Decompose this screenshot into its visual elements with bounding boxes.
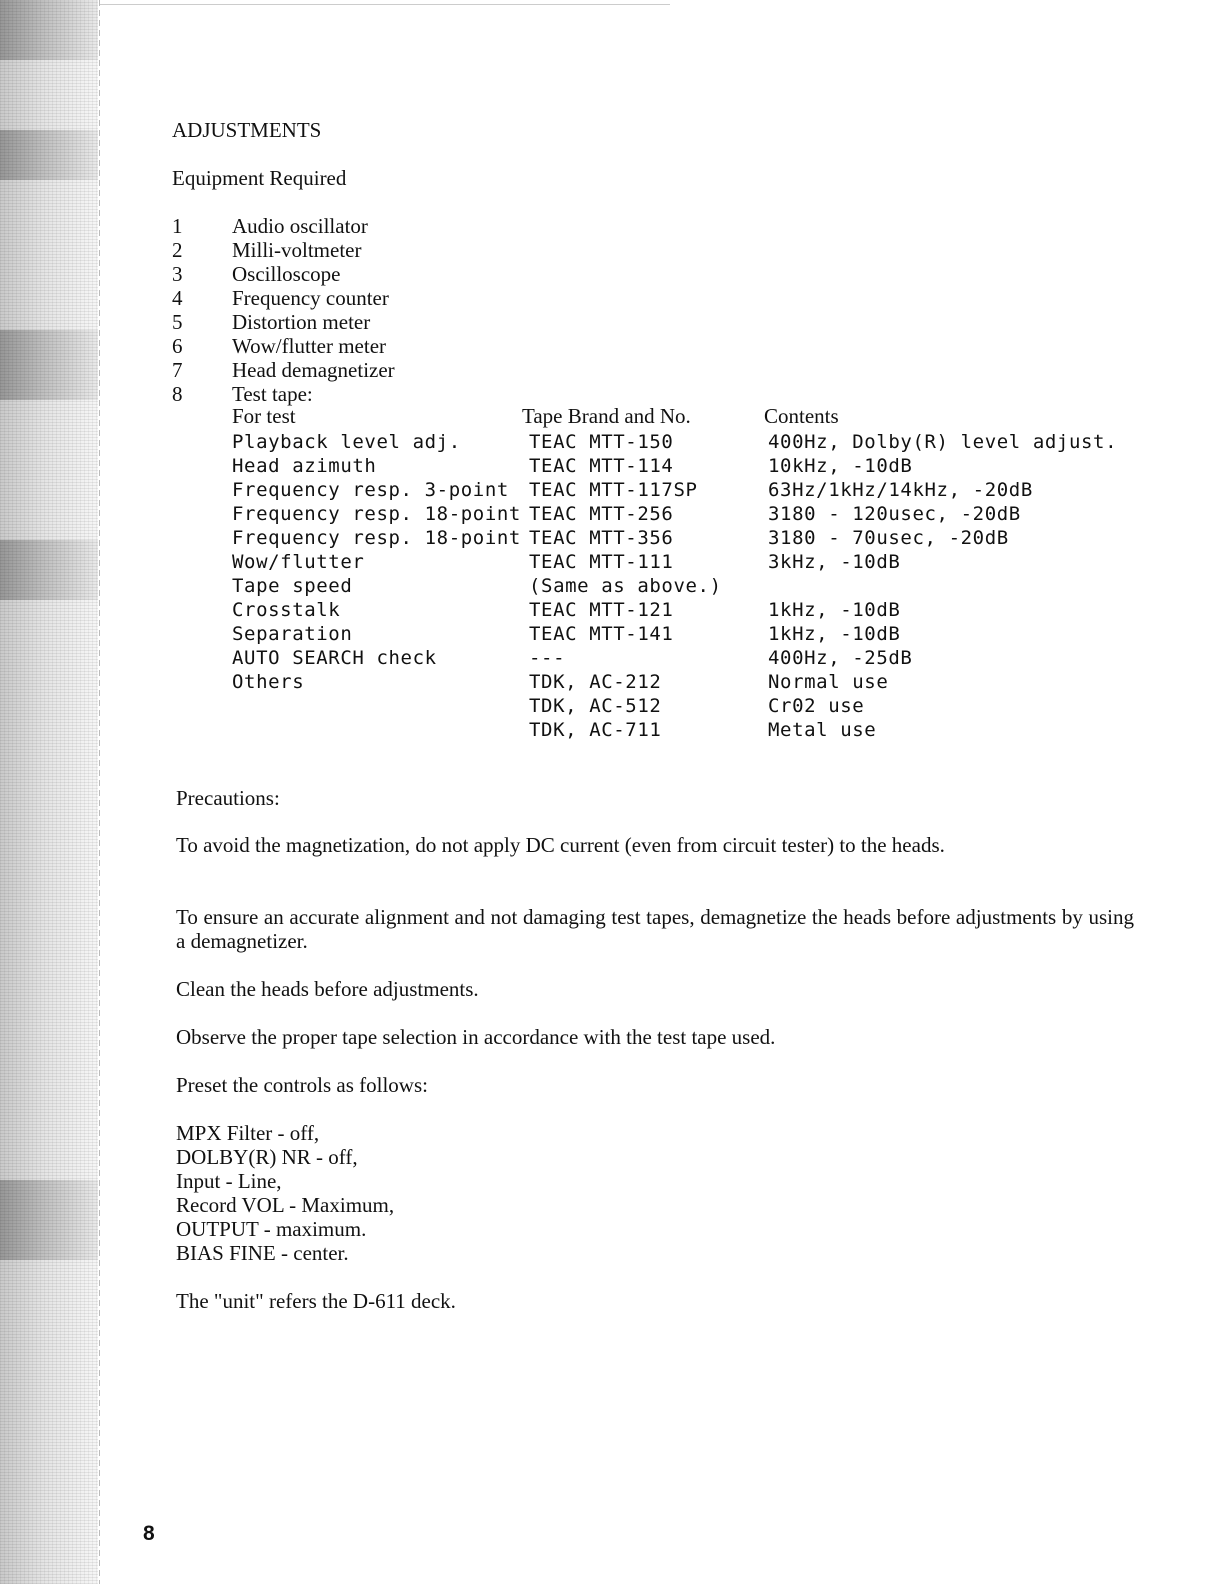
top-rule (100, 4, 670, 5)
list-item-label: Wow/flutter meter (232, 334, 387, 358)
page-edge (99, 0, 100, 1584)
table-cell: TEAC MTT-121 (529, 599, 674, 621)
unit-note: The "unit" refers the D-611 deck. (176, 1289, 456, 1313)
list-item-label: Oscilloscope (232, 262, 341, 286)
table-cell: 3180 - 70usec, -20dB (768, 527, 1009, 549)
preset-item: BIAS FINE - center. (176, 1241, 349, 1265)
list-item-number: 5 (172, 310, 183, 334)
table-cell: TEAC MTT-356 (529, 527, 674, 549)
preset-item: Input - Line, (176, 1169, 282, 1193)
list-item-number: 1 (172, 214, 183, 238)
table-header: For test (232, 404, 296, 428)
table-cell: Frequency resp. 3-point (232, 479, 509, 501)
table-cell: TEAC MTT-117SP (529, 479, 698, 501)
precautions-title: Precautions: (176, 786, 280, 810)
table-cell: 400Hz, Dolby(R) level adjust. (768, 431, 1118, 453)
table-cell: TEAC MTT-150 (529, 431, 674, 453)
table-cell: Frequency resp. 18-point (232, 503, 521, 525)
paragraph: Clean the heads before adjustments. (176, 977, 479, 1001)
paragraph: Observe the proper tape selection in accordance with the test tape used. (176, 1025, 776, 1049)
list-item-number: 4 (172, 286, 183, 310)
section-subheading: Equipment Required (172, 166, 347, 190)
preset-item: MPX Filter - off, (176, 1121, 320, 1145)
list-item-number: 6 (172, 334, 183, 358)
binding-shadow (0, 130, 98, 180)
preset-item: DOLBY(R) NR - off, (176, 1145, 358, 1169)
table-cell: TDK, AC-711 (529, 719, 662, 741)
binding-shadow (0, 540, 98, 600)
table-cell: TEAC MTT-141 (529, 623, 674, 645)
table-cell: 63Hz/1kHz/14kHz, -20dB (768, 479, 1033, 501)
table-cell: AUTO SEARCH check (232, 647, 437, 669)
list-item-number: 3 (172, 262, 183, 286)
table-cell: Playback level adj. (232, 431, 461, 453)
table-cell: 10kHz, -10dB (768, 455, 913, 477)
binding-shadow (0, 1180, 98, 1260)
list-item-label: Frequency counter (232, 286, 389, 310)
list-item-label: Milli-voltmeter (232, 238, 362, 262)
list-item-number: 2 (172, 238, 183, 262)
table-cell: Separation (232, 623, 353, 645)
list-item-number: 8 (172, 382, 183, 406)
binding-strip (0, 0, 98, 1584)
table-cell: TEAC MTT-114 (529, 455, 674, 477)
list-item-label: Test tape: (232, 382, 313, 406)
paragraph: To ensure an accurate alignment and not damaging test tapes, demagnetize the heads before adjustments by using a demagnetizer. (176, 905, 1134, 953)
binding-shadow (0, 0, 98, 60)
preset-item: Record VOL - Maximum, (176, 1193, 395, 1217)
table-cell: Frequency resp. 18-point (232, 527, 521, 549)
table-cell: Wow/flutter (232, 551, 365, 573)
table-cell: Head azimuth (232, 455, 377, 477)
table-cell: Cr02 use (768, 695, 865, 717)
list-item-label: Distortion meter (232, 310, 371, 334)
table-cell: 1kHz, -10dB (768, 599, 901, 621)
table-cell: 1kHz, -10dB (768, 623, 901, 645)
page-heading: ADJUSTMENTS (172, 118, 322, 142)
table-cell: TDK, AC-212 (529, 671, 662, 693)
table-cell: TDK, AC-512 (529, 695, 662, 717)
binding-shadow (0, 330, 98, 400)
table-header: Tape Brand and No. (522, 404, 691, 428)
table-cell: Crosstalk (232, 599, 341, 621)
table-header: Contents (764, 404, 839, 428)
paragraph: Preset the controls as follows: (176, 1073, 428, 1097)
table-cell: 3kHz, -10dB (768, 551, 901, 573)
preset-item: OUTPUT - maximum. (176, 1217, 367, 1241)
table-cell: TEAC MTT-256 (529, 503, 674, 525)
page-number: 8 (143, 1522, 155, 1545)
table-cell: 400Hz, -25dB (768, 647, 913, 669)
table-cell: Others (232, 671, 305, 693)
list-item-label: Head demagnetizer (232, 358, 395, 382)
table-cell: Metal use (768, 719, 877, 741)
table-cell: --- (529, 647, 566, 669)
list-item-number: 7 (172, 358, 183, 382)
list-item-label: Audio oscillator (232, 214, 368, 238)
table-cell: Tape speed (232, 575, 353, 597)
table-cell: 3180 - 120usec, -20dB (768, 503, 1021, 525)
paragraph: To avoid the magnetization, do not apply DC current (even from circuit tester) to the heads. (176, 833, 945, 857)
table-cell: TEAC MTT-111 (529, 551, 674, 573)
table-cell: Normal use (768, 671, 889, 693)
table-cell: (Same as above.) (529, 575, 722, 597)
